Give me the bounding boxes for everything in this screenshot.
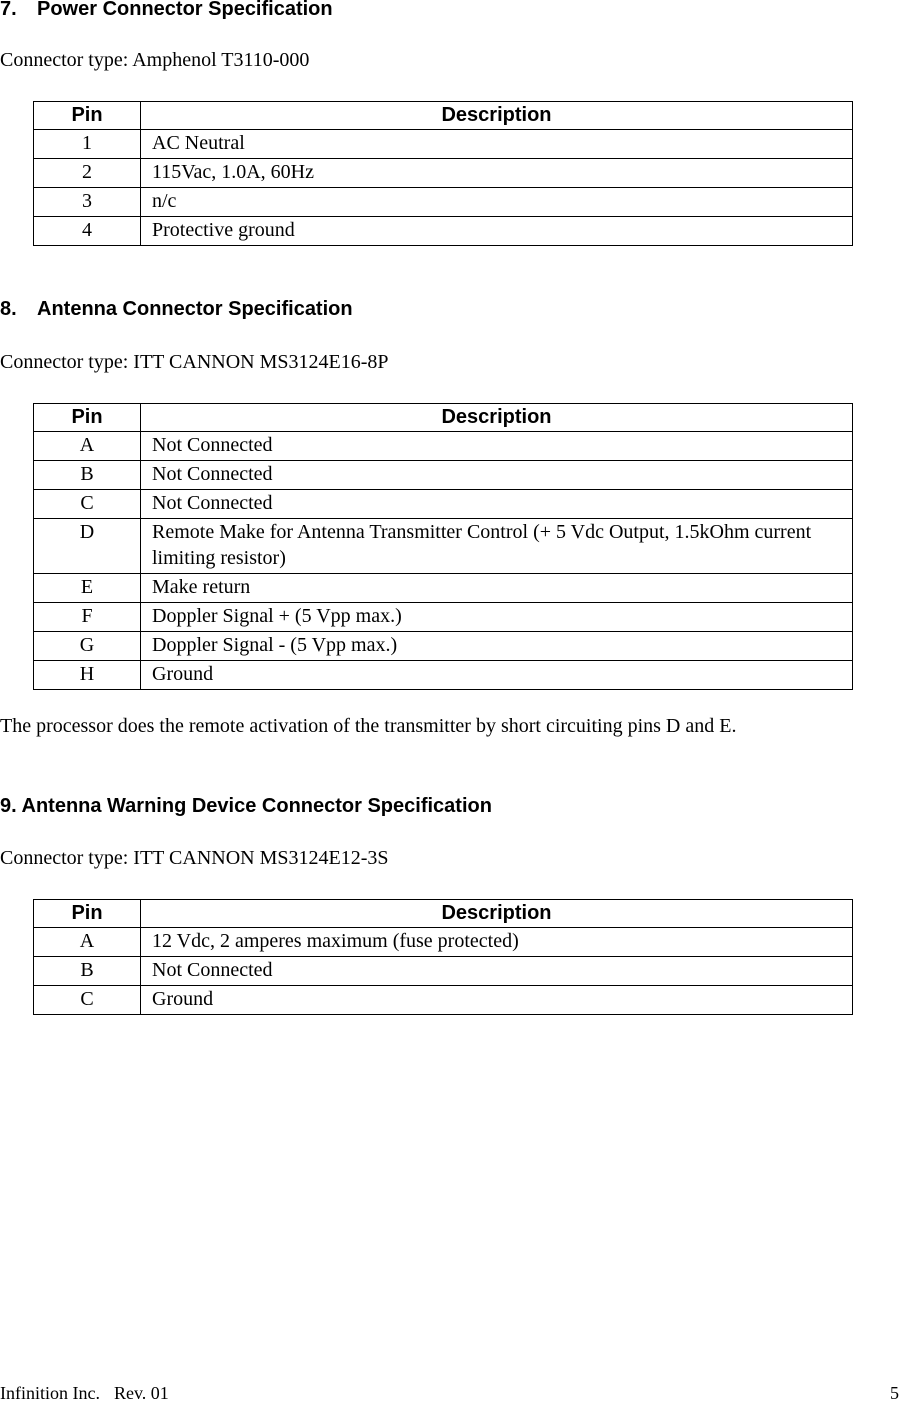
warning-device-connector-table [33,899,853,1015]
pin-cell: E [34,574,141,603]
antenna-connector-table [33,403,853,690]
table-header-row [34,102,853,130]
description-cell: Ground [141,986,853,1015]
section-7-connector-type: Connector type: Amphenol T3110-000 [0,49,310,71]
footer-revision: Rev. 01 [113,1383,169,1403]
footer-company: Infinition Inc. [0,1383,100,1403]
section-8-note: The processor does the remote activation of the transmitter by short circuiting pins D and E. [0,715,737,737]
table-header-row [34,900,853,928]
description-cell: Ground [141,661,853,690]
section-8-heading [0,298,353,321]
description-cell: Make return [141,574,853,603]
table-row [34,928,853,957]
power-connector-table [33,101,853,246]
pin-column-header: Pin [34,404,141,432]
description-column-header: Description [141,102,853,130]
section-9-heading: 9. Antenna Warning Device Connector Specification [0,795,492,817]
table-row [34,188,853,217]
pin-column-header: Pin [34,900,141,928]
pin-cell: A [34,928,141,957]
description-cell: AC Neutral [141,130,853,159]
section-9-connector-type: Connector type: ITT CANNON MS3124E12-3S [0,847,389,869]
section-8-number: 8. [0,298,17,320]
pin-cell: G [34,632,141,661]
section-8-connector-type: Connector type: ITT CANNON MS3124E16-8P [0,351,389,373]
pin-cell: 1 [34,130,141,159]
table-row [34,217,853,246]
pin-cell: 3 [34,188,141,217]
pin-cell: H [34,661,141,690]
table-row [34,461,853,490]
table-row [34,661,853,690]
description-cell: Remote Make for Antenna Transmitter Control (+ 5 Vdc Output, 1.5kOhm current limiting resistor) [141,519,853,574]
table-row [34,603,853,632]
description-cell: Not Connected [141,461,853,490]
pin-cell: C [34,490,141,519]
table-row [34,490,853,519]
section-7-number: 7. [0,0,17,20]
description-cell: Doppler Signal - (5 Vpp max.) [141,632,853,661]
description-cell: n/c [141,188,853,217]
section-7-title: Power Connector Specification [37,0,333,20]
table-row [34,574,853,603]
pin-cell: B [34,461,141,490]
table-row [34,986,853,1015]
description-cell: 115Vac, 1.0A, 60Hz [141,159,853,188]
table-row [34,130,853,159]
table-row [34,159,853,188]
description-cell: Not Connected [141,490,853,519]
pin-cell: F [34,603,141,632]
description-cell: Not Connected [141,957,853,986]
page-number: 5 [890,1383,899,1403]
table-header-row [34,404,853,432]
pin-cell: D [34,519,141,574]
description-column-header: Description [141,900,853,928]
pin-cell: A [34,432,141,461]
description-cell: Protective ground [141,217,853,246]
description-cell: Not Connected [141,432,853,461]
table-row [34,632,853,661]
description-column-header: Description [141,404,853,432]
pin-cell: C [34,986,141,1015]
pin-cell: 2 [34,159,141,188]
section-7-heading [0,0,333,21]
pin-column-header: Pin [34,102,141,130]
table-row [34,432,853,461]
pin-cell: 4 [34,217,141,246]
pin-cell: B [34,957,141,986]
table-row [34,519,853,574]
description-cell: Doppler Signal + (5 Vpp max.) [141,603,853,632]
table-row [34,957,853,986]
section-8-title: Antenna Connector Specification [37,298,353,320]
description-cell: 12 Vdc, 2 amperes maximum (fuse protected) [141,928,853,957]
